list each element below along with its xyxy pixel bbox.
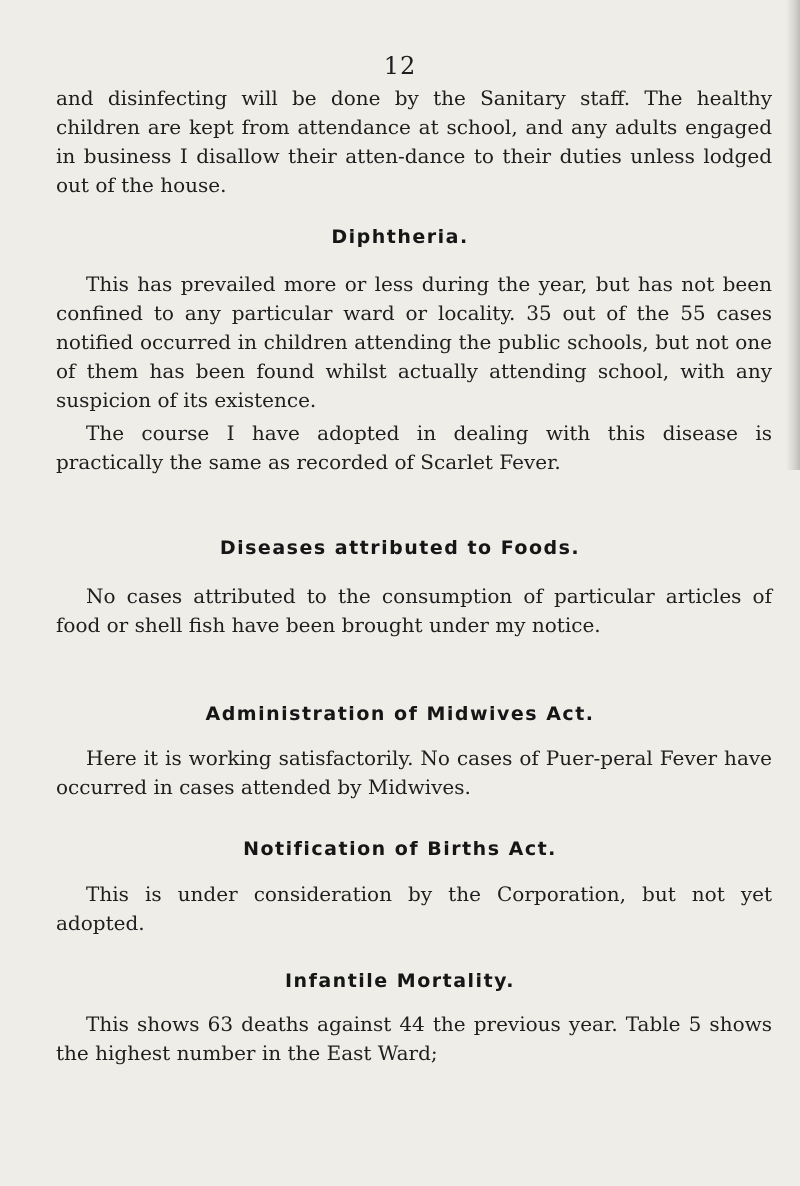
paragraph-text: This has prevailed more or less during the year, but has not been confined to any particular ward or locality. 35 out of the 55 cases notified occurred in children attending the public schools, but not one of them has been found whilst actually attending school, with any suspicion of its existence. [56, 272, 772, 412]
section-heading-diseases-foods: Diseases attributed to Foods. [219, 537, 581, 559]
midwives-paragraph-block [56, 744, 772, 802]
section-heading-midwives-act: Administration of Midwives Act. [205, 703, 595, 725]
paragraph [56, 1010, 772, 1068]
paragraph-text: No cases attributed to the consumption of particular articles of food or shell fish have been brought under my notice. [56, 584, 772, 637]
paragraph [56, 582, 772, 640]
paragraph [56, 744, 772, 802]
section-heading-births-act: Notification of Births Act. [243, 838, 557, 860]
page-number: 12 [383, 52, 417, 80]
paragraph [56, 880, 772, 938]
paragraph-text: This is under consideration by the Corporation, but not yet adopted. [56, 882, 772, 935]
foods-paragraph-block [56, 582, 772, 640]
paragraph-text: Here it is working satisfactorily. No cases of Puer-peral Fever have occurred in cases attended by Midwives. [56, 746, 772, 799]
paragraph [56, 270, 772, 415]
paragraph [56, 419, 772, 477]
paragraph-text: This shows 63 deaths against 44 the previous year. Table 5 shows the highest number in the East Ward; [56, 1012, 772, 1065]
infantile-paragraph-block [56, 1010, 772, 1068]
opening-paragraph-block [56, 84, 772, 200]
paragraph-text: The course I have adopted in dealing with this disease is practically the same as recorded of Scarlet Fever. [56, 421, 772, 474]
paragraph: and disinfecting will be done by the Sanitary staff. The healthy children are kept from attendance at school, and any adults engaged in business I disallow their atten-dance to their duties unless lodged out of the house. [56, 86, 772, 197]
diphtheria-paragraph-block [56, 270, 772, 477]
section-heading-infantile-mortality: Infantile Mortality. [284, 970, 516, 992]
section-heading-diphtheria: Diphtheria. [331, 226, 469, 248]
births-paragraph-block [56, 880, 772, 938]
